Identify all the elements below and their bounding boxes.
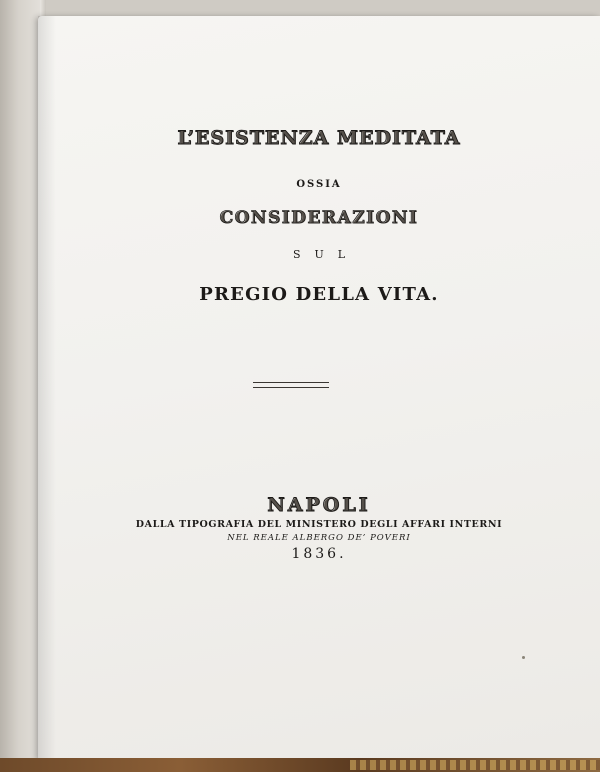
paper-speck — [522, 656, 525, 659]
leather-binding-edge — [0, 758, 600, 772]
gilt-tooling — [350, 760, 600, 770]
ossia-connector: OSSIA — [296, 179, 342, 190]
imprint-location: NEL REALE ALBERGO DE’ POVERI — [227, 533, 411, 543]
imprint-year: 1836. — [291, 546, 347, 562]
title-page — [38, 16, 600, 760]
imprint-printer: DALLA TIPOGRAFIA DEL MINISTERO DEGLI AFFARI INTERNI — [135, 519, 503, 530]
book-subtitle: PREGIO DELLA VITA. — [199, 284, 439, 305]
double-rule-divider — [253, 382, 329, 388]
book-title: L’ESISTENZA MEDITATA — [177, 127, 461, 149]
considerazioni-heading: CONSIDERAZIONI — [219, 208, 419, 228]
sul-connector: SUL — [292, 248, 360, 261]
imprint-city: NAPOLI — [267, 494, 371, 516]
